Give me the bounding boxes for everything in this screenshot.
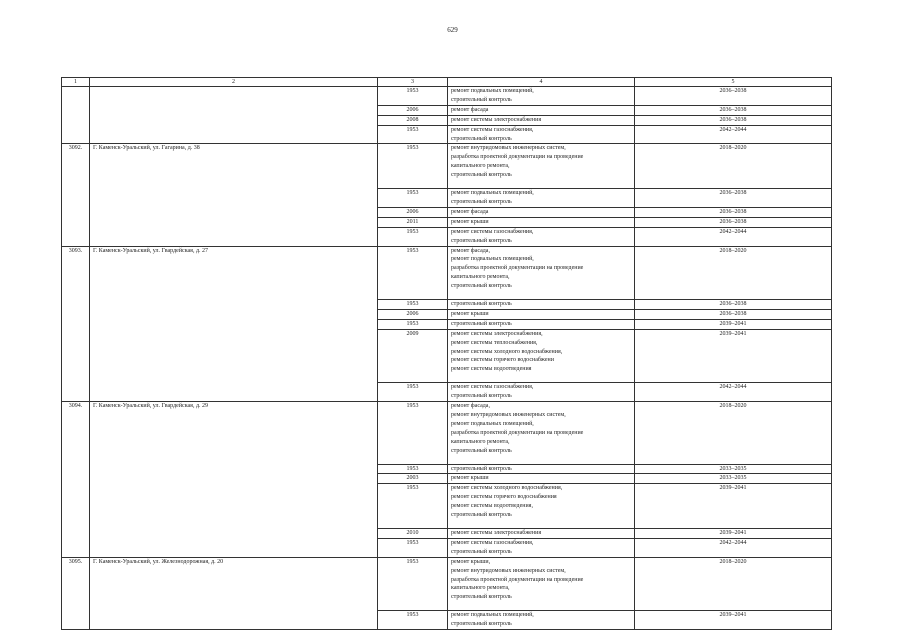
construction-year: 1953: [378, 246, 448, 300]
work-item: строительный контроль: [451, 447, 512, 454]
object-address: Г. Каменск-Уральский, ул. Гвардейская, д. 27: [90, 246, 378, 402]
construction-year: 1953: [378, 557, 448, 611]
repair-period: 2033–2035: [635, 464, 832, 474]
works-list: [448, 319, 635, 329]
page-number: 629: [447, 26, 458, 34]
work-item: строительный контроль: [451, 594, 512, 601]
repair-period: 2036–2038: [635, 207, 832, 217]
works-list: [448, 484, 635, 529]
works-list: [448, 189, 635, 208]
repair-period: 2036–2038: [635, 189, 832, 208]
work-item: капитального ремонта,: [451, 438, 510, 445]
work-item: ремонт фасада: [451, 208, 489, 215]
object-address: Г. Каменск-Уральский, ул. Гвардейская, д. 29: [90, 402, 378, 558]
work-item: ремонт подвальных помещений,: [451, 190, 534, 197]
work-item: ремонт крыши,: [451, 558, 491, 565]
column-number-row: [62, 78, 832, 87]
work-item: разработка проектной документации на проведение: [451, 265, 584, 272]
work-item: ремонт системы теплоснабжения,: [451, 339, 538, 346]
construction-year: 1953: [378, 611, 448, 630]
repair-period: 2036–2038: [635, 309, 832, 319]
work-item: строительный контроль: [451, 621, 512, 628]
work-item: ремонт системы холодного водоснабжения,: [451, 348, 563, 355]
work-item: разработка проектной документации на проведение: [451, 154, 584, 161]
work-item: капитального ремонта,: [451, 274, 510, 281]
object-number: 3094.: [62, 402, 90, 558]
object-number: 3092.: [62, 144, 90, 246]
table-row: [62, 87, 832, 106]
construction-year: 1953: [378, 300, 448, 310]
work-item: ремонт системы горячего водоснабжения: [451, 494, 557, 501]
work-item: капитального ремонта,: [451, 585, 510, 592]
work-item: ремонт подвальных помещений,: [451, 612, 534, 619]
works-list: [448, 538, 635, 557]
repair-period: 2036–2038: [635, 87, 832, 106]
repair-period: 2036–2038: [635, 115, 832, 125]
works-list: [448, 300, 635, 310]
repair-period: 2018–2020: [635, 557, 832, 611]
construction-year: 2006: [378, 207, 448, 217]
construction-year: 1953: [378, 383, 448, 402]
column-number-2: 2: [90, 78, 378, 87]
work-item: ремонт системы водоотведения,: [451, 503, 533, 510]
construction-year: 1953: [378, 319, 448, 329]
work-item: капитального ремонта,: [451, 163, 510, 170]
works-list: [448, 528, 635, 538]
repair-period: 2042–2044: [635, 538, 832, 557]
repair-period: 2018–2020: [635, 144, 832, 189]
work-item: ремонт фасада,: [451, 403, 490, 410]
work-item: ремонт системы электроснабжения,: [451, 330, 543, 337]
construction-year: 2008: [378, 115, 448, 125]
work-item: ремонт системы газоснабжения,: [451, 228, 534, 235]
work-item: ремонт системы газоснабжения,: [451, 539, 534, 546]
construction-year: 1953: [378, 227, 448, 246]
object-number: [62, 87, 90, 144]
repair-period: 2018–2020: [635, 246, 832, 300]
work-item: строительный контроль: [451, 96, 512, 103]
object-number: 3095.: [62, 557, 90, 629]
table-row: [62, 557, 832, 611]
construction-year: 1953: [378, 144, 448, 189]
construction-year: 1953: [378, 402, 448, 464]
construction-year: 2009: [378, 329, 448, 383]
table-row: [62, 246, 832, 300]
works-list: [448, 105, 635, 115]
column-number-4: 4: [448, 78, 635, 87]
construction-year: 1953: [378, 87, 448, 106]
work-item: ремонт системы газоснабжения,: [451, 384, 534, 391]
repair-period: 2033–2035: [635, 474, 832, 484]
works-list: [448, 464, 635, 474]
works-list: [448, 87, 635, 106]
work-item: строительный контроль: [451, 283, 512, 290]
works-list: [448, 227, 635, 246]
works-list: [448, 402, 635, 464]
work-item: строительный контроль: [451, 320, 512, 327]
work-item: ремонт подвальных помещений,: [451, 420, 534, 427]
work-item: разработка проектной документации на проведение: [451, 429, 584, 436]
work-item: строительный контроль: [451, 465, 512, 472]
object-address: Г. Каменск-Уральский, ул. Железнодорожная, д. 20: [90, 557, 378, 629]
works-list: [448, 217, 635, 227]
work-item: строительный контроль: [451, 172, 512, 179]
repair-period: 2036–2038: [635, 300, 832, 310]
construction-year: 2011: [378, 217, 448, 227]
object-address: Г. Каменск-Уральский, ул. Гагарина, д. 38: [90, 144, 378, 246]
construction-year: 1953: [378, 464, 448, 474]
work-item: строительный контроль: [451, 135, 512, 142]
repair-period: 2039–2041: [635, 319, 832, 329]
work-item: ремонт системы горячего водоснабжени: [451, 357, 554, 364]
work-item: ремонт подвальных помещений,: [451, 88, 534, 94]
works-list: [448, 383, 635, 402]
construction-year: 1953: [378, 125, 448, 144]
repair-period: 2039–2041: [635, 528, 832, 538]
work-item: строительный контроль: [451, 301, 512, 308]
work-item: ремонт фасада,: [451, 247, 490, 254]
work-item: ремонт крыши: [451, 310, 489, 317]
works-list: [448, 474, 635, 484]
work-item: ремонт системы электроснабжения: [451, 116, 542, 123]
construction-year: 2010: [378, 528, 448, 538]
construction-year: 2003: [378, 474, 448, 484]
repair-period: 2039–2041: [635, 484, 832, 529]
repair-period: 2039–2041: [635, 611, 832, 630]
work-item: строительный контроль: [451, 393, 512, 400]
table-row: [62, 144, 832, 189]
repair-period: 2042–2044: [635, 125, 832, 144]
repair-period: 2036–2038: [635, 217, 832, 227]
construction-year: 2006: [378, 105, 448, 115]
repair-period: 2042–2044: [635, 383, 832, 402]
repair-period: 2042–2044: [635, 227, 832, 246]
works-list: [448, 557, 635, 611]
table-row: [62, 402, 832, 464]
column-number-3: 3: [378, 78, 448, 87]
work-item: ремонт подвальных помещений,: [451, 256, 534, 263]
works-list: [448, 309, 635, 319]
work-item: ремонт крыши: [451, 475, 489, 482]
construction-year: 1953: [378, 538, 448, 557]
work-item: ремонт системы электроснабжения: [451, 529, 542, 536]
column-number-1: 1: [62, 78, 90, 87]
column-number-5: 5: [635, 78, 832, 87]
work-item: ремонт внутридомовых инженерных систем,: [451, 145, 566, 152]
repair-period: 2039–2041: [635, 329, 832, 383]
work-item: ремонт фасада: [451, 106, 489, 113]
object-number: 3093.: [62, 246, 90, 402]
repair-schedule-table: [61, 77, 832, 630]
work-item: ремонт внутридомовых инженерных систем,: [451, 412, 566, 418]
works-list: [448, 115, 635, 125]
repair-period: 2036–2038: [635, 105, 832, 115]
works-list: [448, 246, 635, 300]
work-item: ремонт системы водоотведения: [451, 366, 532, 373]
construction-year: 1953: [378, 484, 448, 529]
construction-year: 1953: [378, 189, 448, 208]
works-list: [448, 611, 635, 630]
object-address: [90, 87, 378, 144]
work-item: разработка проектной документации на проведение: [451, 576, 584, 583]
table-body: [62, 78, 832, 630]
works-list: [448, 125, 635, 144]
work-item: строительный контроль: [451, 512, 512, 519]
works-list: [448, 329, 635, 383]
works-list: [448, 144, 635, 189]
repair-period: 2018–2020: [635, 402, 832, 464]
work-item: ремонт системы холодного водоснабжения,: [451, 485, 563, 492]
work-item: ремонт крыши: [451, 218, 489, 225]
work-item: строительный контроль: [451, 237, 512, 244]
work-item: строительный контроль: [451, 548, 512, 555]
work-item: строительный контроль: [451, 198, 512, 205]
work-item: ремонт системы газоснабжения,: [451, 126, 534, 133]
works-list: [448, 207, 635, 217]
construction-year: 2006: [378, 309, 448, 319]
work-item: ремонт внутридомовых инженерных систем,: [451, 567, 566, 574]
